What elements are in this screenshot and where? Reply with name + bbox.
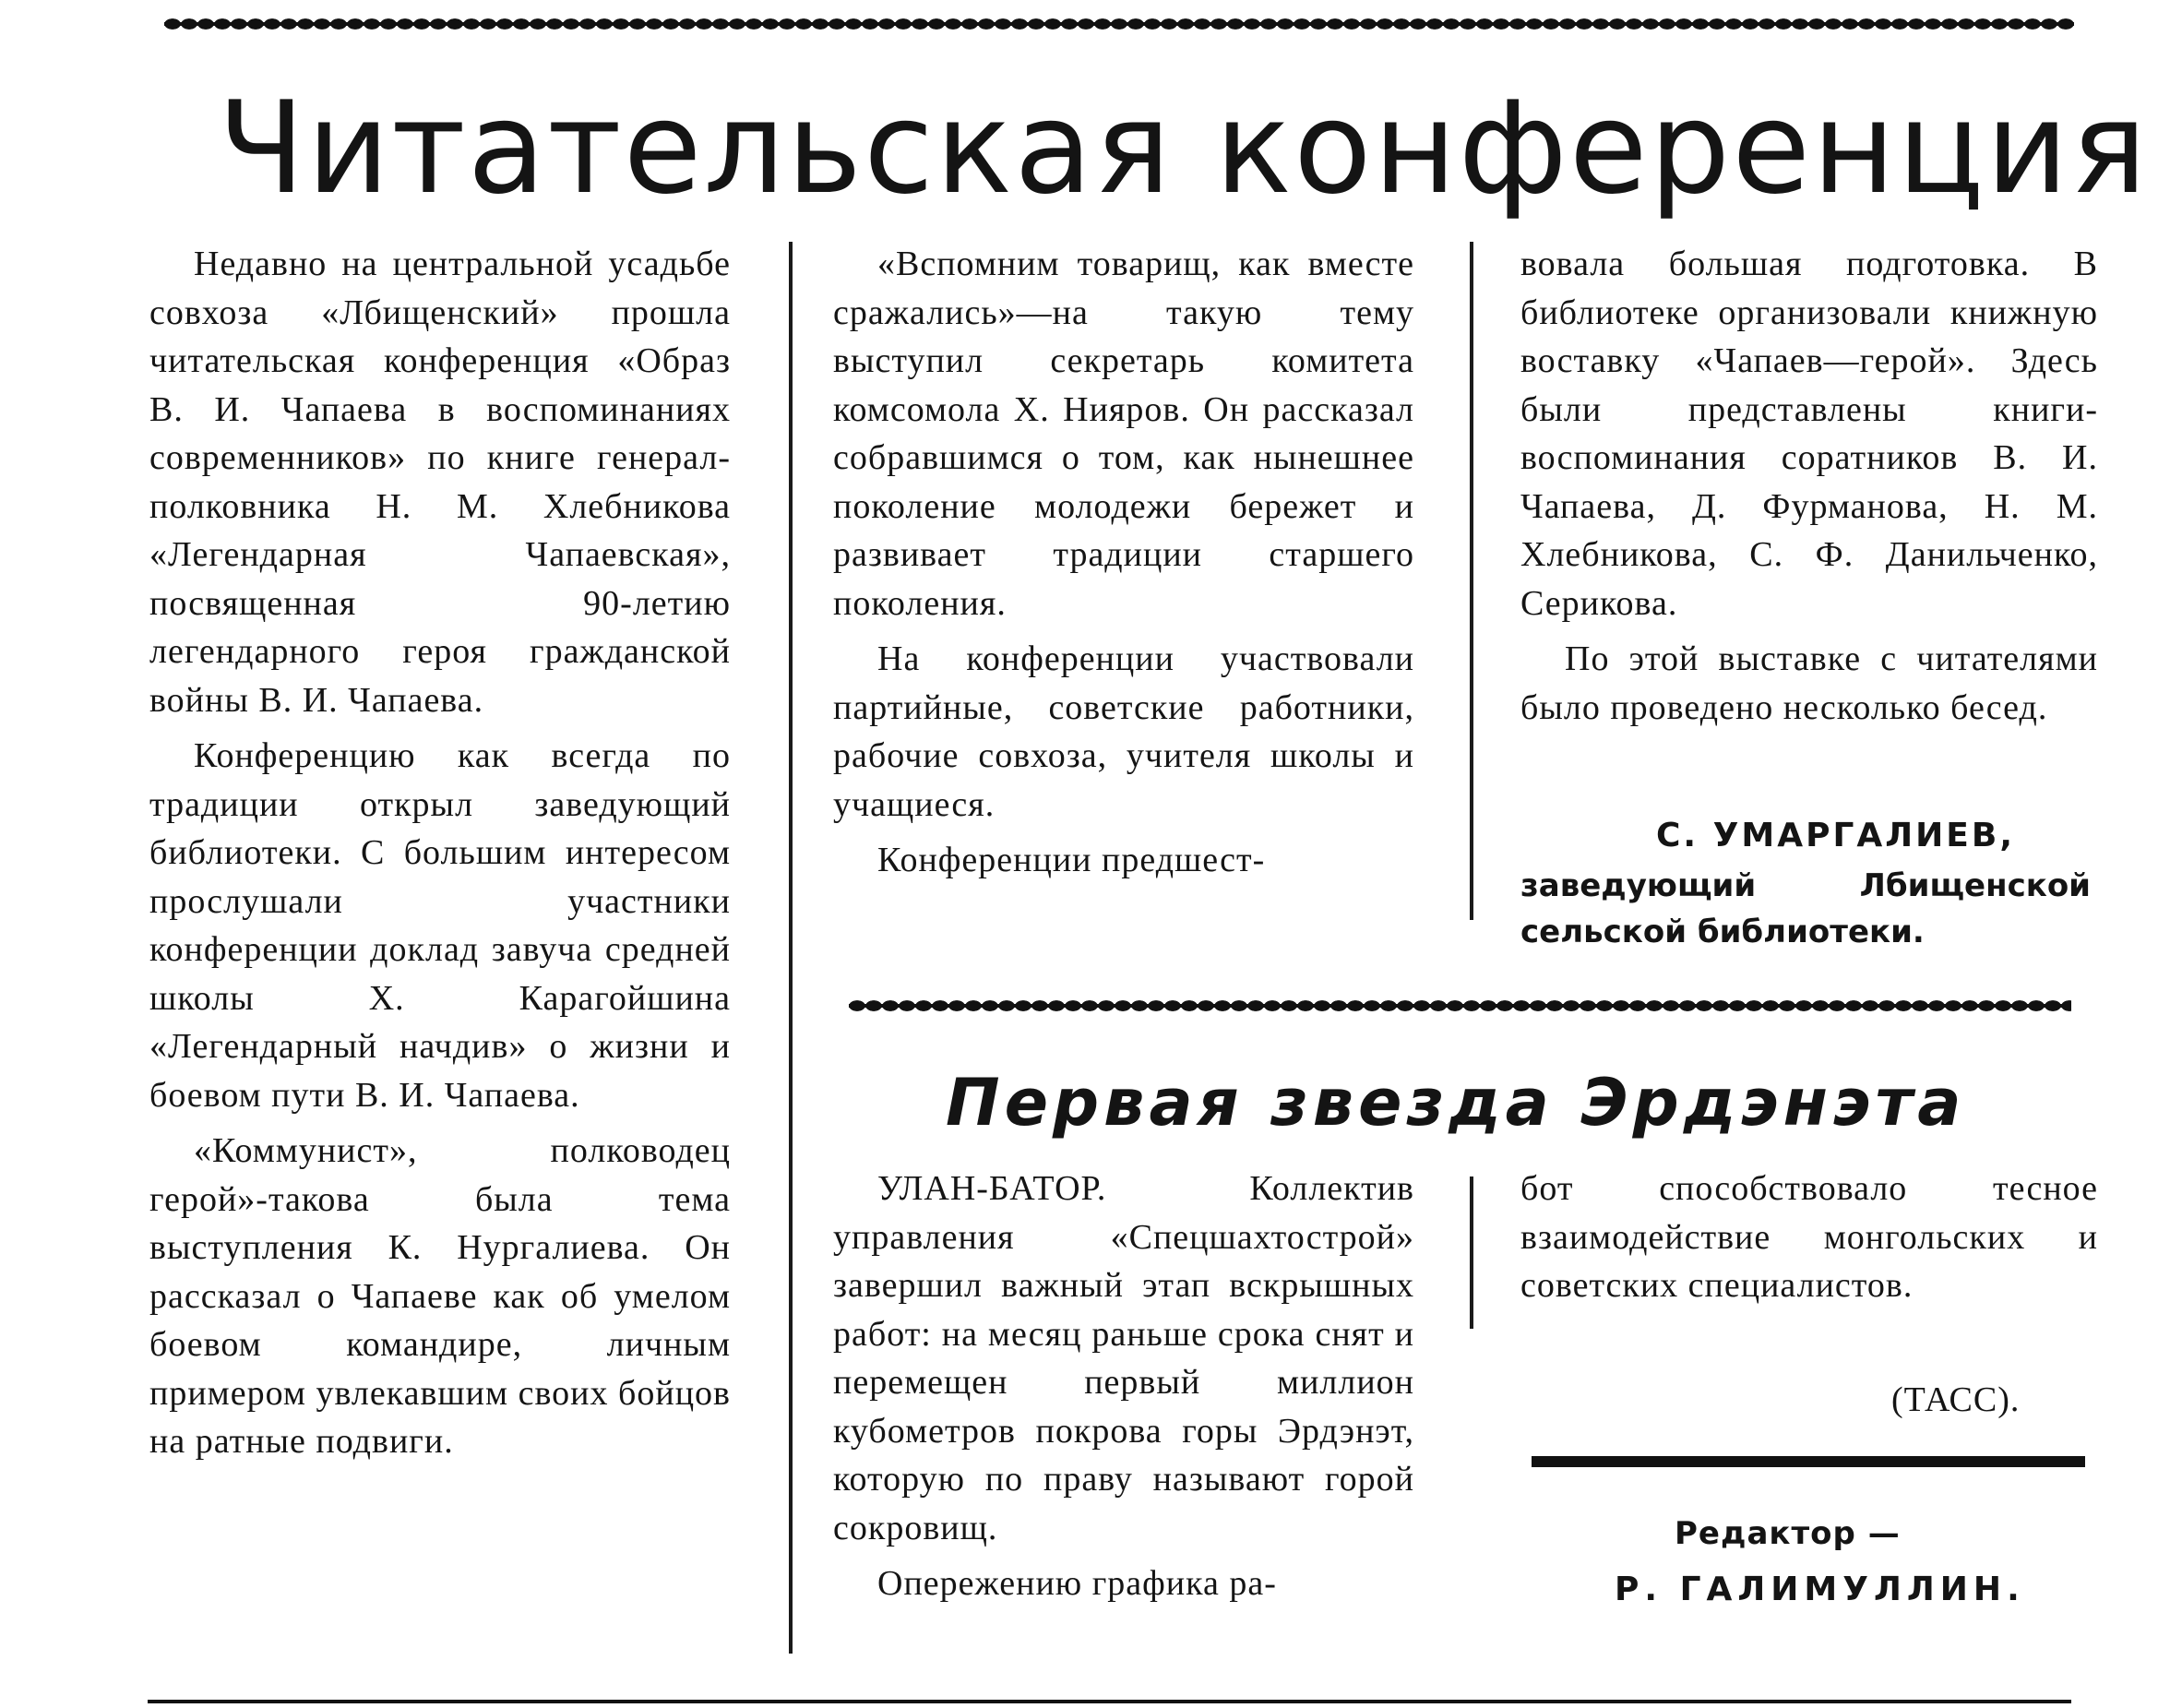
author-title: заведующий Лбищенской сельской библиотеки.	[1520, 867, 2091, 950]
editor-label: Редактор —	[1675, 1515, 1901, 1552]
paragraph: УЛАН-БАТОР. Коллектив управления «Спецшахтострой» завершил важный этап вскрышных работ: на месяц раньше срока снят и перемещен первый миллион кубометров покрова горы Эрдэнэт, которую по праву называют горой сокровищ.	[833, 1169, 1414, 1547]
paragraph: бот способствовало тесное взаимодействие монгольских и советских специалистов.	[1520, 1169, 2098, 1305]
paragraph: По этой выставке с читателями было проведено несколько бесед.	[1520, 639, 2098, 727]
editor-rule	[1532, 1456, 2085, 1467]
column-divider	[789, 242, 793, 1654]
article-column-3	[1520, 240, 2098, 739]
article-column-1	[149, 240, 731, 1474]
paragraph: вовала большая подготовка. В библиотеке организовали книжную воставку «Чапаев—герой». Здесь были представлены книги-воспоминания соратников В. И. Чапаева, Д. Фурманова, Н. М. Хлебникова, С. Ф. Данильченко, Серикова.	[1520, 245, 2098, 623]
column-divider	[1470, 1176, 1473, 1329]
paragraph: На конференции участвовали партийные, советские работники, рабочие совхоза, учителя школы и учащиеся.	[833, 639, 1414, 824]
top-ornamental-rule	[164, 15, 2074, 33]
bottom-rule	[148, 1700, 2071, 1703]
paragraph: «Вспомним товарищ, как вместе сражались»—на такую тему выступил секретарь комитета комсомола Х. Нияров. Он рассказал собравшимся о том, как нынешнее поколение молодежи бережет и развивает традиции старшего поколения.	[833, 245, 1414, 623]
article-headline: Первая звезда Эрдэнэта	[946, 1065, 1966, 1141]
paragraph: Недавно на центральной усадьбе совхоза «Лбищенский» прошла читательская конференция «Образ В. И. Чапаева в воспоминаниях современников» по книге генерал-полковника Н. М. Хлебникова «Легендарная Чапаевская», посвященная 90-летию легендарного героя гражданской войны В. И. Чапаева.	[149, 245, 731, 720]
paragraph: Конференции предшест-	[877, 841, 1266, 879]
editor-name: Р. ГАЛИМУЛЛИН.	[1615, 1571, 2025, 1608]
news-source: (ТАСС).	[1891, 1380, 2021, 1419]
column-divider	[1470, 242, 1473, 920]
article-column-2	[1520, 1165, 2098, 1318]
paragraph: «Коммунист», полководец герой»-такова была тема выступления К. Нургалиева. Он рассказал о Чапаеве как об умелом боевом командире, личным примером увлекавшим своих бойцов на ратные подвиги.	[149, 1131, 731, 1461]
article-column-1	[833, 1165, 1414, 1616]
paragraph: Опережению графика ра-	[877, 1564, 1277, 1603]
paragraph: Конференцию как всегда по традиции открыл заведующий библиотеки. С большим интересом прослушали участники конференции доклад завуча средней школы Х. Карагойшина «Легендарный начдив» о жизни и боевом пути В. И. Чапаева.	[149, 736, 731, 1115]
article-headline: Читательская конференция	[218, 74, 2150, 222]
section-ornamental-rule	[849, 997, 2071, 1015]
author-name: С. УМАРГАЛИЕВ,	[1656, 817, 2015, 854]
article-column-2	[833, 240, 1414, 892]
